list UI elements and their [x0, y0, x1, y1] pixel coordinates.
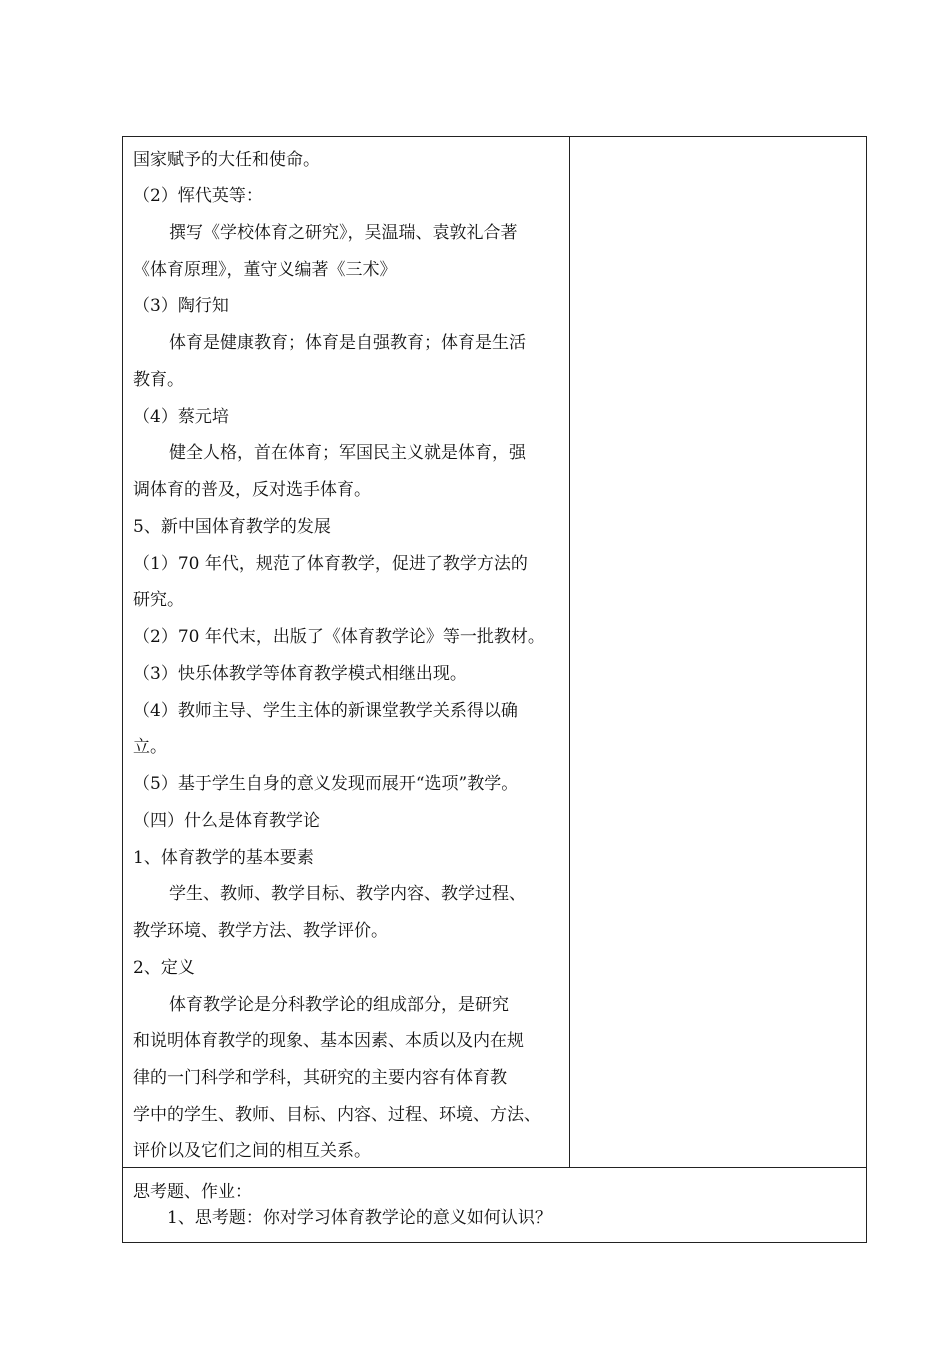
text-line: 体育教学论是分科教学论的组成部分，是研究: [169, 995, 509, 1015]
text-line: 体育是健康教育；体育是自强教育；体育是生活: [169, 333, 526, 353]
text-line: 健全人格，首在体育；军国民主义就是体育，强: [169, 443, 526, 463]
text-line: 教学环境、教学方法、教学评价。: [133, 921, 388, 941]
text-line: （5）基于学生自身的意义发现而展开“选项”教学。: [133, 774, 519, 794]
text-line: （3）陶行知: [133, 296, 229, 316]
text-line: 律的一门科学和学科，其研究的主要内容有体育教: [133, 1068, 507, 1088]
text-line: （2）70 年代末，出版了《体育教学论》等一批教材。: [133, 627, 545, 647]
text-line: 研究。: [133, 590, 184, 610]
text-line: 2、定义: [133, 958, 195, 978]
text-line: 国家赋予的大任和使命。: [133, 150, 320, 170]
text-line: （1）70 年代，规范了体育教学，促进了教学方法的: [133, 554, 528, 574]
text-line: 1、体育教学的基本要素: [133, 848, 314, 868]
text-line: （2）恽代英等：: [133, 186, 263, 206]
homework-heading: 思考题、作业：: [133, 1182, 252, 1202]
text-line: 和说明体育教学的现象、基本因素、本质以及内在规: [133, 1031, 524, 1051]
text-line: 教育。: [133, 370, 184, 390]
content-cell: [123, 137, 570, 1167]
text-line: 评价以及它们之间的相互关系。: [133, 1141, 371, 1161]
text-line: 撰写《学校体育之研究》，吴温瑞、袁敦礼合著: [169, 223, 518, 243]
lesson-table: [122, 136, 867, 1243]
text-line: 学中的学生、教师、目标、内容、过程、环境、方法、: [133, 1105, 541, 1125]
text-line: （四）什么是体育教学论: [133, 811, 320, 831]
text-line: 立。: [133, 737, 167, 757]
text-line: 《体育原理》，董守义编著《三术》: [133, 260, 397, 280]
text-line: 调体育的普及，反对选手体育。: [133, 480, 371, 500]
text-line: 学生、教师、教学目标、教学内容、教学过程、: [169, 884, 526, 904]
text-line: （3）快乐体教学等体育教学模式相继出现。: [133, 664, 467, 684]
homework-item: 1、思考题：你对学习体育教学论的意义如何认识？: [167, 1208, 552, 1228]
text-line: （4）教师主导、学生主体的新课堂教学关系得以确: [133, 701, 518, 721]
notes-cell: [570, 137, 866, 1167]
text-line: （4）蔡元培: [133, 407, 229, 427]
homework-cell: [123, 1167, 866, 1242]
text-line: 5、新中国体育教学的发展: [133, 517, 331, 537]
